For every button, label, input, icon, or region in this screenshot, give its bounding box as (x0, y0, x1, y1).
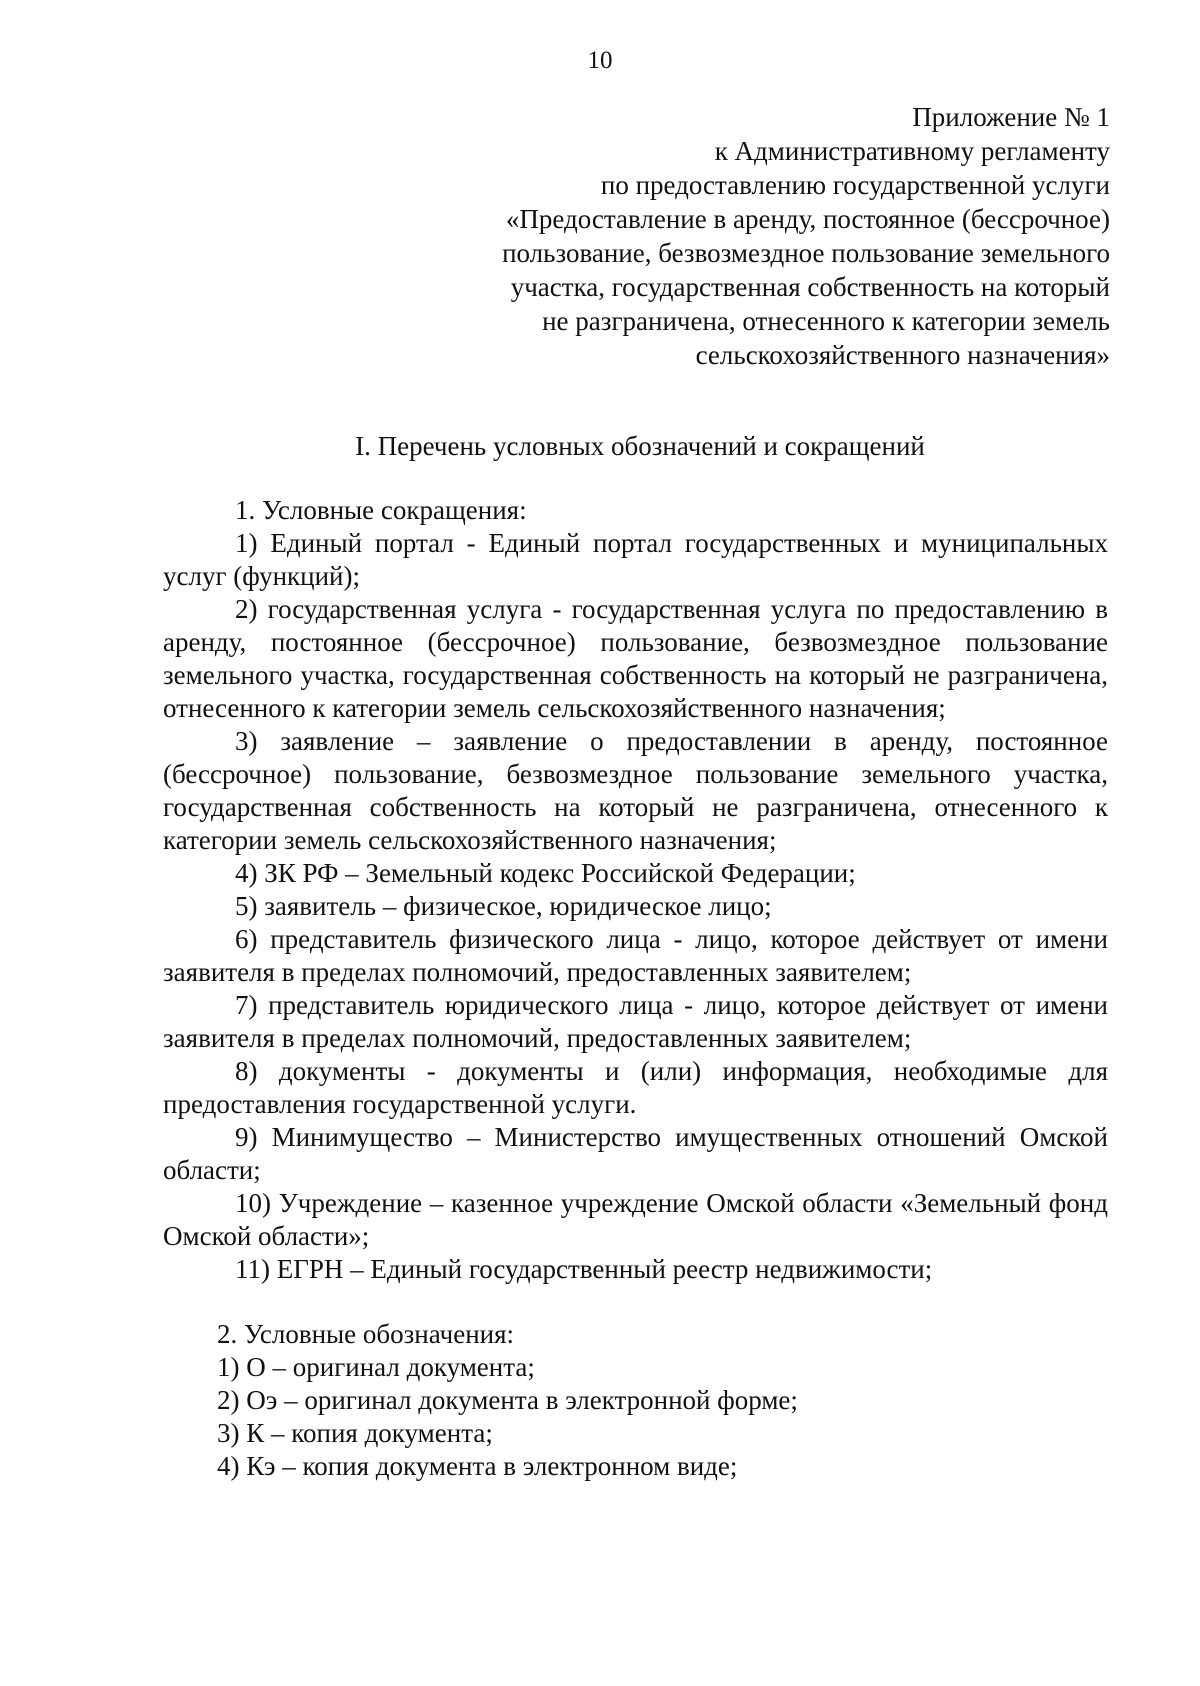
document-body (163, 494, 1108, 1483)
appendix-header (410, 100, 1110, 372)
abbreviation-item: 6) представитель физического лица - лицо, которое действует от имени заявителя в пределах полномочий, предоставленных заявителем; (163, 924, 1108, 987)
abbreviation-item: 1) Единый портал - Единый портал государственных и муниципальных услуг (функций); (163, 528, 1108, 591)
abbreviation-item: 3) заявление – заявление о предоставлении в аренду, постоянное (бессрочное) пользование, безвозмездное пользование земельного участка, государственная собственность на который не разграничена, отнесенного к категории земель сельскохозяйственного назначения; (163, 726, 1108, 855)
designation-item: 1) О – оригинал документа; (217, 1352, 535, 1382)
designation-item: 4) Кэ – копия документа в электронном виде; (217, 1451, 738, 1481)
abbreviation-item: 11) ЕГРН – Единый государственный реестр недвижимости; (235, 1254, 933, 1284)
abbreviation-item: 8) документы - документы и (или) информация, необходимые для предоставления государственной услуги. (163, 1056, 1108, 1119)
appendix-line: пользование, безвозмездное пользование земельного (502, 238, 1110, 268)
abbreviations-heading: 1. Условные сокращения: (235, 495, 527, 525)
designations-list (163, 1318, 1108, 1483)
abbreviation-item: 5) заявитель – физическое, юридическое лицо; (235, 891, 772, 921)
appendix-line: сельскохозяйственного назначения» (695, 340, 1110, 370)
abbreviation-item: 9) Минимущество – Министерство имущественных отношений Омской области; (163, 1122, 1108, 1185)
page-number: 10 (587, 47, 613, 74)
section-title: I. Перечень условных обозначений и сокращений (355, 431, 925, 461)
abbreviation-item: 7) представитель юридического лица - лицо, которое действует от имени заявителя в пределах полномочий, предоставленных заявителем; (163, 990, 1108, 1053)
designation-item: 2) Оэ – оригинал документа в электронной форме; (217, 1385, 798, 1415)
appendix-line: по предоставлению государственной услуги (600, 170, 1110, 200)
appendix-line: не разграничена, отнесенного к категории земель (542, 306, 1110, 336)
appendix-line: участка, государственная собственность на который (510, 272, 1110, 302)
abbreviation-item: 4) ЗК РФ – Земельный кодекс Российской Федерации; (235, 858, 856, 888)
abbreviation-item: 2) государственная услуга - государственная услуга по предоставлению в аренду, постоянное (бессрочное) пользование, безвозмездное пользование земельного участка, государственная собственность на который не разграничена, отнесенного к категории земель сельскохозяйственного назначения; (163, 594, 1108, 723)
appendix-line: к Административному регламенту (714, 136, 1110, 166)
spacer (163, 1286, 1108, 1318)
designation-item: 3) К – копия документа; (217, 1418, 493, 1448)
designations-heading: 2. Условные обозначения: (217, 1319, 515, 1349)
appendix-line: «Предоставление в аренду, постоянное (бессрочное) (505, 204, 1110, 234)
abbreviation-item: 10) Учреждение – казенное учреждение Омской области «Земельный фонд Омской области»; (163, 1188, 1108, 1251)
appendix-line: Приложение № 1 (912, 102, 1110, 132)
